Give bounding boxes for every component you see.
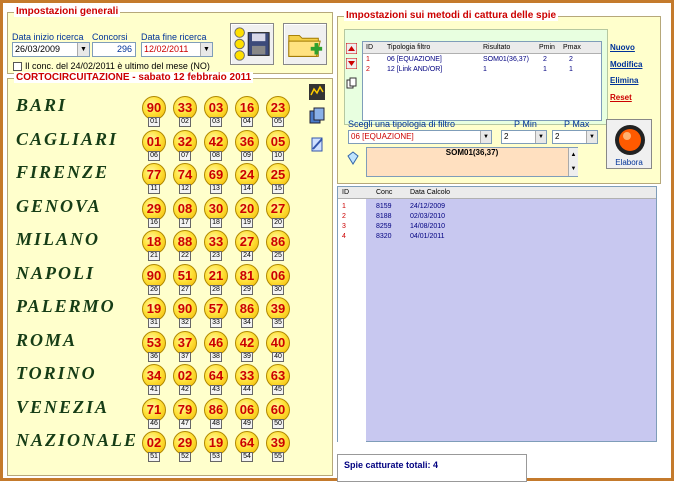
ball-number: 24 (235, 163, 259, 187)
number-ball[interactable] (173, 331, 197, 362)
result-cell-id: 1 (342, 203, 346, 210)
number-ball[interactable] (142, 264, 166, 295)
ball-position: 53 (210, 452, 222, 462)
ball-position: 16 (148, 218, 160, 228)
ball-number: 79 (173, 398, 197, 422)
filter-type-select[interactable] (348, 130, 492, 144)
ball-number: 33 (235, 364, 259, 388)
number-ball[interactable] (173, 297, 197, 328)
edit-icon[interactable] (308, 135, 326, 153)
number-ball[interactable] (173, 398, 197, 429)
ball-number: 01 (142, 130, 166, 154)
filter-cell-tipo: 12 [Link AND/OR] (387, 66, 443, 73)
ball-number: 86 (235, 297, 259, 321)
col-header: ID (366, 44, 373, 51)
number-ball[interactable] (173, 197, 197, 228)
ball-position: 13 (210, 184, 222, 194)
ball-position: 38 (210, 352, 222, 362)
ball-number: 39 (266, 431, 290, 455)
formula-field[interactable] (366, 147, 578, 177)
copy-icon[interactable] (308, 107, 326, 125)
copy-icon[interactable] (346, 77, 357, 89)
ball-position: 10 (272, 151, 284, 161)
number-ball[interactable] (235, 331, 259, 362)
number-ball[interactable] (142, 230, 166, 261)
ball-number: 53 (142, 331, 166, 355)
number-ball[interactable] (204, 230, 228, 261)
ball-number: 86 (266, 230, 290, 254)
result-cell-conc: 8259 (376, 223, 392, 230)
number-ball[interactable] (173, 264, 197, 295)
elimina-link[interactable]: Elimina (610, 76, 639, 85)
modifica-link[interactable]: Modifica (610, 60, 643, 69)
chevron-down-icon[interactable]: ▼ (535, 131, 546, 143)
number-ball[interactable] (235, 163, 259, 194)
ball-position: 04 (241, 117, 253, 127)
filter-type-value: 06 [EQUAZIONE] (351, 132, 414, 141)
ball-number: 69 (204, 163, 228, 187)
end-date-value: 12/02/2011 (144, 44, 189, 54)
number-ball[interactable] (266, 197, 290, 228)
wheel-name: TORINO (16, 363, 97, 383)
ball-position: 20 (272, 218, 284, 228)
total-spie-box (337, 454, 527, 482)
col-header: Conc (376, 189, 393, 196)
chevron-down-icon[interactable]: ▼ (77, 43, 89, 56)
number-ball[interactable] (173, 130, 197, 161)
ball-position: 14 (241, 184, 253, 194)
col-header: Risultato (483, 44, 511, 51)
ball-number: 29 (173, 431, 197, 455)
number-ball[interactable] (173, 163, 197, 194)
filter-cell-ris: 1 (483, 66, 487, 73)
number-ball[interactable] (204, 163, 228, 194)
ball-position: 25 (272, 251, 284, 261)
save-icon (231, 24, 273, 64)
ball-number: 63 (266, 364, 290, 388)
ball-position: 39 (241, 352, 253, 362)
pmax-value: 2 (555, 132, 560, 141)
general-settings-group (7, 6, 333, 74)
number-ball[interactable] (173, 230, 197, 261)
number-ball[interactable] (204, 431, 228, 462)
result-cell-data: 14/08/2010 (410, 223, 446, 230)
ball-number: 20 (235, 197, 259, 221)
ball-position: 51 (148, 452, 160, 462)
col-header: ID (342, 189, 349, 196)
number-ball[interactable] (235, 197, 259, 228)
ball-number: 71 (142, 398, 166, 422)
filter-cell-pmin: 2 (543, 56, 547, 63)
diamond-icon[interactable] (345, 150, 361, 166)
filter-cell-pmin: 1 (543, 66, 547, 73)
start-date-value: 26/03/2009 (15, 44, 61, 54)
ball-number: 64 (204, 364, 228, 388)
wheel-name: PALERMO (16, 296, 116, 316)
number-ball[interactable] (235, 264, 259, 295)
number-ball[interactable] (204, 130, 228, 161)
filter-cell-tipo: 06 [EQUAZIONE] (387, 56, 442, 63)
spie-methods-title: Impostazioni sui metodi di cattura delle spie (346, 10, 557, 21)
wheel-name: GENOVA (16, 195, 102, 216)
ball-number: 86 (204, 398, 228, 422)
formula-scrollbar[interactable]: ▲ ▼ (568, 148, 578, 176)
concorsi-label: Concorsi (92, 32, 128, 42)
ball-number: 02 (142, 431, 166, 455)
ball-position: 03 (210, 117, 222, 127)
ball-position: 18 (210, 218, 222, 228)
number-ball[interactable] (204, 364, 228, 395)
save-button[interactable] (230, 23, 274, 65)
wheel-name: VENEZIA (16, 396, 110, 417)
ball-number: 36 (235, 130, 259, 154)
ball-number: 40 (266, 331, 290, 355)
ball-number: 06 (266, 264, 290, 288)
ball-position: 17 (179, 218, 191, 228)
pmin-select[interactable] (501, 130, 547, 144)
ball-number: 57 (204, 297, 228, 321)
elabora-button[interactable] (606, 119, 652, 169)
ball-position: 06 (148, 151, 160, 161)
ball-position: 45 (272, 385, 284, 395)
ball-position: 34 (241, 318, 253, 328)
ball-position: 44 (241, 385, 253, 395)
col-header: Pmin (539, 44, 555, 51)
ball-position: 21 (148, 251, 160, 261)
number-ball[interactable] (266, 297, 290, 328)
ball-number: 77 (142, 163, 166, 187)
number-ball[interactable] (204, 264, 228, 295)
number-ball[interactable] (204, 331, 228, 362)
filter-cell-pmax: 1 (569, 66, 573, 73)
number-ball[interactable] (266, 96, 290, 127)
ball-number: 05 (266, 130, 290, 154)
number-ball[interactable] (266, 230, 290, 261)
number-ball[interactable] (204, 96, 228, 127)
wheel-name: NAZIONALE (16, 430, 139, 450)
wheel-name: NAPOLI (16, 262, 95, 283)
ball-position: 15 (272, 184, 284, 194)
ball-number: 23 (266, 96, 290, 120)
ball-position: 01 (148, 117, 160, 127)
ball-position: 37 (179, 352, 191, 362)
ball-position: 41 (148, 385, 160, 395)
result-cell-conc: 8320 (376, 233, 392, 240)
chevron-down-icon[interactable]: ▼ (200, 43, 212, 56)
number-ball[interactable] (266, 331, 290, 362)
end-date-picker[interactable] (141, 42, 213, 57)
ball-number: 42 (235, 331, 259, 355)
number-ball[interactable] (142, 364, 166, 395)
number-ball[interactable] (142, 163, 166, 194)
ball-position: 35 (272, 318, 284, 328)
spie-methods-group (337, 10, 661, 184)
last-month-label: Il conc. del 24/02/2011 è ultimo del mese (NO) (25, 61, 210, 71)
number-ball[interactable] (266, 264, 290, 295)
ball-position: 36 (148, 352, 160, 362)
ball-position: 19 (241, 218, 253, 228)
number-ball[interactable] (142, 331, 166, 362)
chevron-down-icon[interactable]: ▼ (480, 131, 491, 143)
last-month-checkbox[interactable] (13, 62, 22, 71)
number-ball[interactable] (204, 197, 228, 228)
number-ball[interactable] (142, 297, 166, 328)
number-ball[interactable] (173, 431, 197, 462)
ball-number: 88 (173, 230, 197, 254)
filter-cell-pmax: 2 (569, 56, 573, 63)
number-ball[interactable] (235, 431, 259, 462)
ball-number: 19 (204, 431, 228, 455)
ball-number: 39 (266, 297, 290, 321)
table-row[interactable] (338, 231, 656, 242)
ball-number: 37 (173, 331, 197, 355)
number-ball[interactable] (266, 163, 290, 194)
number-ball[interactable] (204, 398, 228, 429)
ball-number: 90 (173, 297, 197, 321)
ball-number: 81 (235, 264, 259, 288)
result-cell-id: 4 (342, 233, 346, 240)
ball-position: 05 (272, 117, 284, 127)
ball-position: 12 (179, 184, 191, 194)
general-settings-title: Impostazioni generali (16, 6, 119, 17)
arrow-up-icon[interactable] (346, 43, 357, 54)
ball-number: 25 (266, 163, 290, 187)
ball-position: 42 (179, 385, 191, 395)
wheel-name: FIRENZE (16, 162, 110, 182)
ball-position: 09 (241, 151, 253, 161)
pmin-label: P Min (514, 119, 537, 129)
ball-number: 06 (235, 398, 259, 422)
ball-position: 49 (241, 419, 253, 429)
ball-position: 29 (241, 285, 253, 295)
ball-position: 23 (210, 251, 222, 261)
number-ball[interactable] (266, 398, 290, 429)
ball-position: 32 (179, 318, 191, 328)
results-table-header (338, 187, 656, 199)
ball-position: 46 (148, 419, 160, 429)
ball-number: 46 (204, 331, 228, 355)
filters-table-header (363, 42, 601, 54)
number-ball[interactable] (204, 297, 228, 328)
pmin-value: 2 (504, 132, 509, 141)
ball-position: 24 (241, 251, 253, 261)
pmax-select[interactable] (552, 130, 598, 144)
wheel-name: CAGLIARI (16, 128, 119, 149)
filter-cell-id: 2 (366, 66, 370, 73)
ball-number: 32 (173, 130, 197, 154)
ball-number: 02 (173, 364, 197, 388)
ball-position: 43 (210, 385, 222, 395)
ball-position: 26 (148, 285, 160, 295)
result-cell-data: 04/01/2011 (410, 233, 445, 240)
number-ball[interactable] (235, 398, 259, 429)
total-spie-text: Spie catturate totali: 4 (344, 460, 439, 470)
number-ball[interactable] (173, 96, 197, 127)
ball-number: 42 (204, 130, 228, 154)
number-ball[interactable] (173, 364, 197, 395)
ball-number: 30 (204, 197, 228, 221)
chevron-down-icon[interactable]: ▼ (586, 131, 597, 143)
ball-number: 27 (266, 197, 290, 221)
open-folder-button[interactable] (283, 23, 327, 65)
ball-position: 52 (179, 452, 191, 462)
ball-number: 21 (204, 264, 228, 288)
filter-type-label: Scegli una tipologia di filtro (348, 119, 456, 129)
formula-value: SOM01(36,37) (445, 148, 499, 157)
nuovo-link[interactable]: Nuovo (610, 43, 635, 52)
wheel-name: MILANO (16, 229, 101, 249)
ball-number: 51 (173, 264, 197, 288)
filter-cell-id: 1 (366, 56, 370, 63)
ball-number: 33 (173, 96, 197, 120)
result-cell-conc: 8188 (376, 213, 392, 220)
ball-position: 28 (210, 285, 222, 295)
number-ball[interactable] (235, 364, 259, 395)
result-cell-data: 02/03/2010 (410, 213, 446, 220)
filters-table[interactable] (362, 41, 602, 121)
ball-position: 22 (179, 251, 191, 261)
concorsi-field[interactable]: 296 (92, 42, 136, 57)
ball-number: 90 (142, 264, 166, 288)
ball-position: 47 (179, 419, 191, 429)
ball-position: 55 (272, 452, 284, 462)
result-cell-data: 24/12/2009 (410, 203, 446, 210)
result-cell-conc: 8159 (376, 203, 392, 210)
arrow-down-icon[interactable] (346, 58, 357, 69)
number-ball[interactable] (266, 431, 290, 462)
ball-position: 54 (241, 452, 253, 462)
number-ball[interactable] (142, 197, 166, 228)
ball-number: 29 (142, 197, 166, 221)
wheel-name: ROMA (16, 329, 78, 350)
ball-number: 27 (235, 230, 259, 254)
ball-number: 33 (204, 230, 228, 254)
chart-icon[interactable] (308, 83, 326, 101)
col-header: Data Calcolo (410, 189, 451, 196)
number-ball[interactable] (266, 130, 290, 161)
reset-link[interactable]: Reset (610, 93, 632, 102)
number-ball[interactable] (235, 130, 259, 161)
number-ball[interactable] (235, 230, 259, 261)
ball-number: 08 (173, 197, 197, 221)
ball-number: 90 (142, 96, 166, 120)
number-ball[interactable] (142, 130, 166, 161)
elabora-label: Elabora (615, 158, 643, 167)
number-ball[interactable] (142, 398, 166, 429)
number-ball[interactable] (266, 364, 290, 395)
record-icon (607, 120, 653, 158)
ball-position: 27 (179, 285, 191, 295)
number-ball[interactable] (235, 297, 259, 328)
result-cell-id: 2 (342, 213, 346, 220)
pmax-label: P Max (564, 119, 590, 129)
number-ball[interactable] (142, 96, 166, 127)
ball-number: 18 (142, 230, 166, 254)
ball-number: 60 (266, 398, 290, 422)
filter-cell-ris: SOM01(36,37) (483, 56, 529, 63)
wheel-name: BARI (16, 95, 68, 115)
col-header: Pmax (563, 44, 581, 51)
extraction-title: CORTOCIRCUITAZIONE - sabato 12 febbraio 2011 (16, 72, 252, 83)
ball-number: 16 (235, 96, 259, 120)
number-ball[interactable] (142, 431, 166, 462)
end-date-label: Data fine ricerca (141, 32, 207, 42)
folder-add-icon (284, 24, 326, 64)
ball-position: 48 (210, 419, 222, 429)
start-date-picker[interactable] (12, 42, 90, 57)
ball-number: 19 (142, 297, 166, 321)
ball-position: 08 (210, 151, 222, 161)
ball-position: 40 (272, 352, 284, 362)
ball-number: 64 (235, 431, 259, 455)
ball-position: 02 (179, 117, 191, 127)
results-table[interactable] (337, 186, 657, 442)
result-cell-id: 3 (342, 223, 346, 230)
ball-position: 33 (210, 318, 222, 328)
ball-position: 31 (148, 318, 160, 328)
ball-position: 50 (272, 419, 284, 429)
ball-number: 34 (142, 364, 166, 388)
number-ball[interactable] (235, 96, 259, 127)
col-header: Tipologia filtro (387, 44, 431, 51)
ball-number: 03 (204, 96, 228, 120)
ball-number: 74 (173, 163, 197, 187)
ball-position: 30 (272, 285, 284, 295)
ball-position: 07 (179, 151, 191, 161)
start-date-label: Data inizio ricerca (12, 32, 84, 42)
extraction-group (7, 72, 333, 476)
ball-position: 11 (148, 184, 160, 194)
